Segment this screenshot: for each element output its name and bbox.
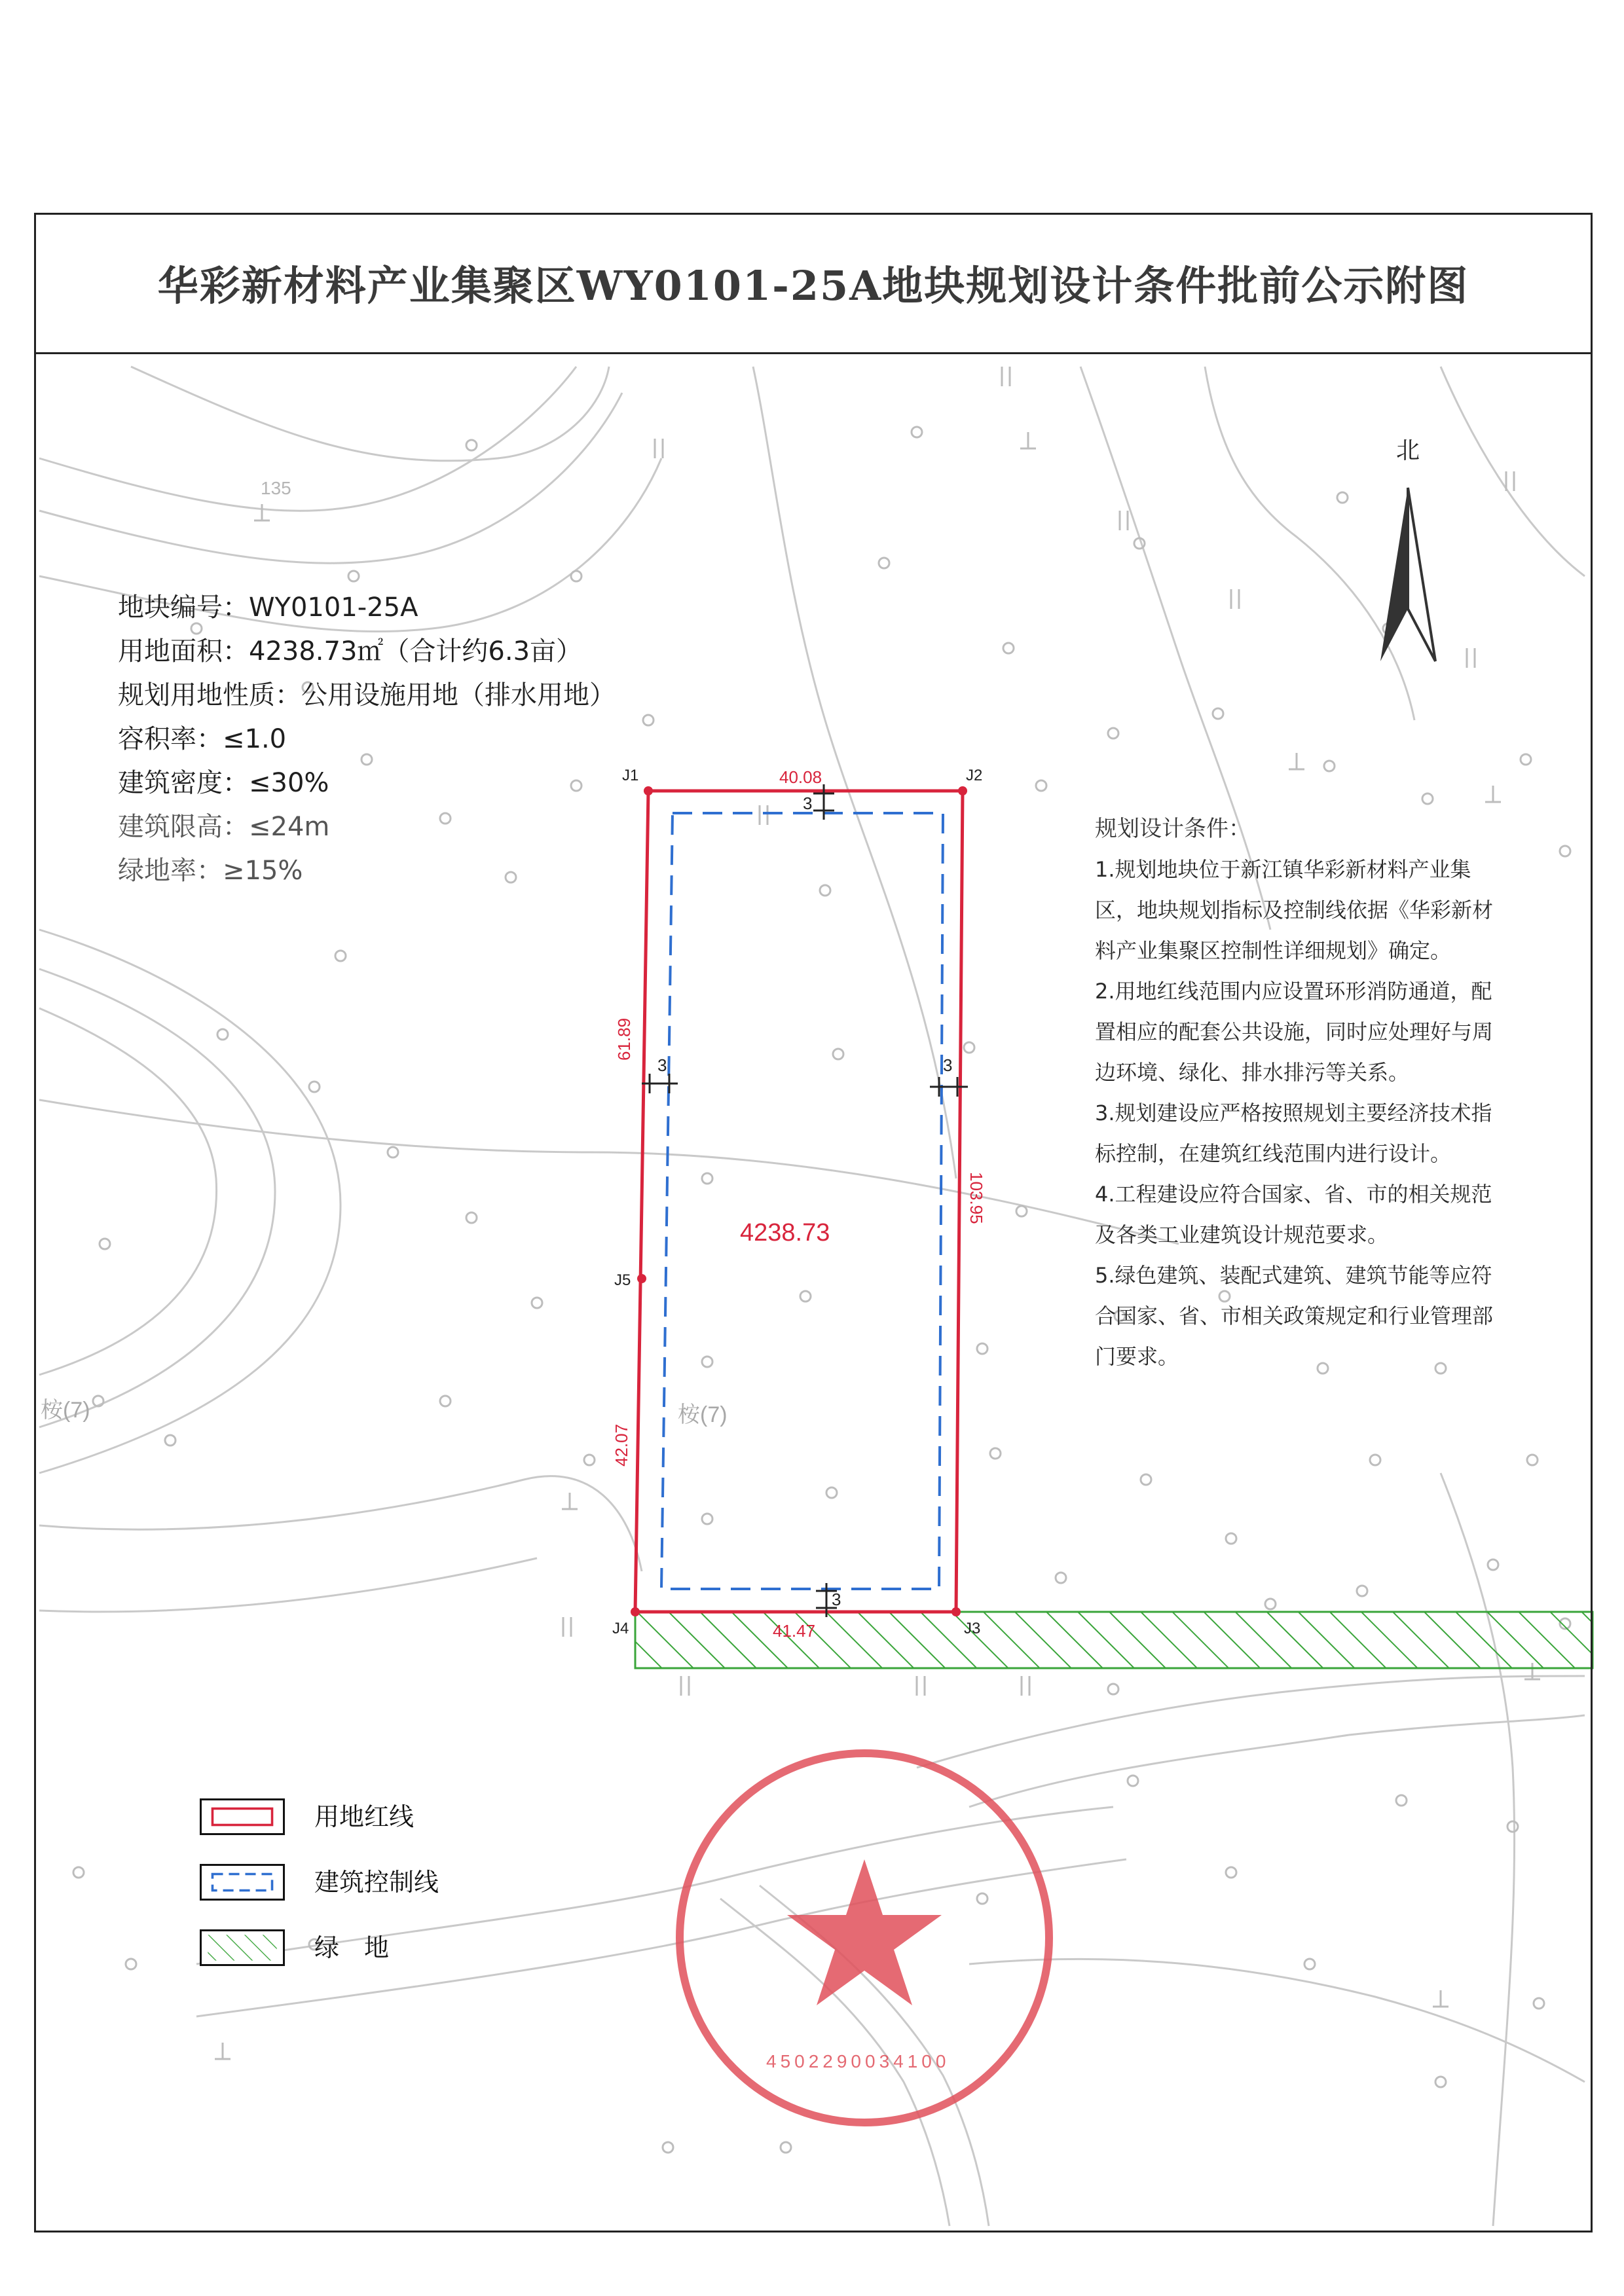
point-label-j4: J4 <box>612 1620 629 1637</box>
setback-right: 3 <box>943 1055 953 1075</box>
setback-left: 3 <box>657 1055 667 1075</box>
condition-line: 料产业集聚区控制性详细规划》确定。 <box>1095 938 1452 963</box>
vegetation-label-left: 桉(7) <box>41 1398 90 1423</box>
map-legend <box>200 1791 593 1987</box>
green-ratio: 绿地率：≥15% <box>118 856 303 886</box>
dashed-line-swatch-icon <box>200 1864 285 1901</box>
land-use: 规划用地性质：公用设施用地（排水用地） <box>118 680 616 710</box>
green-hatch-swatch-icon <box>200 1929 285 1966</box>
condition-line: 标控制，在建筑红线范围内进行设计。 <box>1095 1141 1452 1166</box>
legend-item-green-space <box>200 1922 593 1987</box>
point-label-j2: J2 <box>966 767 983 784</box>
parcel-indicators <box>118 586 707 893</box>
seal-code: 4502290034100 <box>766 2051 950 2071</box>
north-label: 北 <box>1396 437 1420 464</box>
parcel-code: 地块编号：WY0101-25A <box>118 592 418 623</box>
edge-length-right: 103.95 <box>967 1172 986 1224</box>
edge-length-top: 40.08 <box>779 767 822 787</box>
point-label-j3: J3 <box>964 1620 981 1637</box>
legend-item-control-line <box>200 1856 593 1922</box>
point-label-j5: J5 <box>614 1271 631 1289</box>
title-bar <box>34 213 1593 354</box>
condition-line: 4.工程建设应符合国家、省、市的相关规范 <box>1095 1182 1492 1207</box>
condition-line: 1.规划地块位于新江镇华彩新材料产业集 <box>1095 857 1471 882</box>
conditions-heading: 规划设计条件： <box>1095 816 1251 842</box>
condition-line: 及各类工业建筑设计规范要求。 <box>1095 1222 1389 1247</box>
page-title: 华彩新材料产业集聚区WY0101-25A地块规划设计条件批前公示附图 <box>157 262 1469 310</box>
height-limit: 建筑限高：≤24m <box>118 812 330 842</box>
legend-label: 建筑控制线 <box>314 1868 439 1897</box>
legend-label: 绿 地 <box>314 1933 390 1962</box>
edge-length-left-lower: 42.07 <box>612 1423 631 1467</box>
point-label-j1: J1 <box>622 767 639 784</box>
edge-length-left-upper: 61.89 <box>614 1017 634 1061</box>
condition-line: 3.规划建设应严格按照规划主要经济技术指 <box>1095 1101 1492 1125</box>
condition-line: 边环境、绿化、排水排污等关系。 <box>1095 1060 1410 1085</box>
planning-conditions <box>1095 809 1527 1377</box>
building-density: 建筑密度：≤30% <box>118 768 329 798</box>
setback-top: 3 <box>803 793 813 813</box>
contour-label: 135 <box>261 478 291 498</box>
condition-line: 门要求。 <box>1095 1344 1179 1369</box>
setback-bottom: 3 <box>832 1590 841 1609</box>
legend-label: 用地红线 <box>314 1802 415 1831</box>
floor-area-ratio: 容积率：≤1.0 <box>118 724 287 754</box>
vegetation-label-inside: 桉(7) <box>678 1402 728 1427</box>
condition-line: 置相应的配套公共设施，同时应处理好与周 <box>1095 1019 1494 1044</box>
condition-line: 区，地块规划指标及控制线依据《华彩新材 <box>1095 898 1494 922</box>
land-area: 用地面积：4238.73㎡（合计约6.3亩） <box>118 636 583 666</box>
site-area-label: 4238.73 <box>740 1219 830 1247</box>
red-line-swatch-icon <box>200 1798 285 1835</box>
condition-line: 2.用地红线范围内应设置环形消防通道，配 <box>1095 979 1492 1004</box>
legend-item-red-line <box>200 1791 593 1856</box>
condition-line: 5.绿色建筑、装配式建筑、建筑节能等应符 <box>1095 1263 1492 1288</box>
condition-line: 合国家、省、市相关政策规定和行业管理部 <box>1095 1303 1494 1328</box>
edge-length-bottom: 41.47 <box>773 1621 816 1641</box>
